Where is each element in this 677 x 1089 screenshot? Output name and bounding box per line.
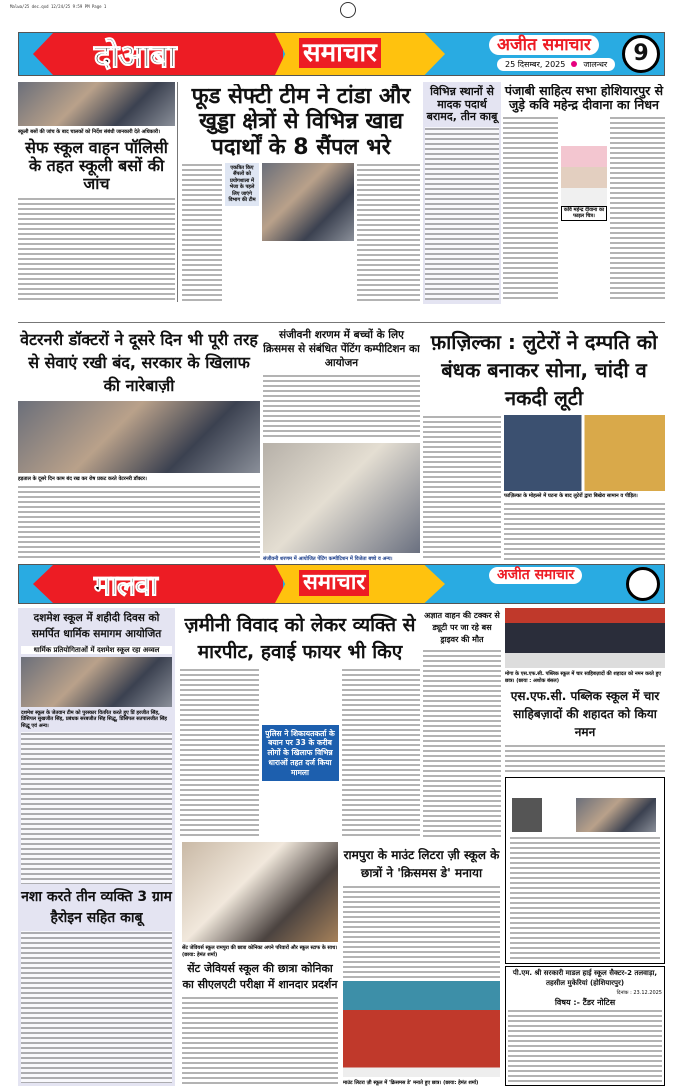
malwa-header [18,564,665,604]
obituary-ad [505,777,665,964]
fazilka-article [423,328,665,560]
section-title: दोआबा [94,37,176,75]
poet-article [503,84,665,302]
food-safety-article [182,84,420,302]
notice-body [508,1009,662,1083]
konika-article [182,842,338,1086]
sfc-article [505,608,665,964]
photo-caption: मोगा के एस.एफ.सी. पब्लिक स्कूल में चार साहिबज़ादों की शहादत को नमन करते हुए छात्र। [505,671,662,684]
photo-caption: फाज़िल्का के मोहल्ले में घटना के बाद लुटेरों द्वारा बिखेरा सामान व पीड़ित। [504,493,638,499]
article-body [18,197,175,302]
headline: पंजाबी साहित्य सभा होशियारपुर से जुड़े कवि महेन्द्र दीवाना का निधन [504,84,664,113]
school-bus-article [18,82,175,302]
article-body [610,116,665,302]
christmas-photo [343,981,500,1077]
photo-caption: दशमेश स्कूल के जेतवान टीम को पुरस्कार वितरित करते हुए प्रिं हरजीत सिंह, प्रिंसिपल सुखजीत सिंह, प्रबंधक सरबजीत सिंह सिद्धू, प्रिंसिपल सतपालजीत सिंह सिद्धू एवं अन्य। [21,709,167,729]
obituary-photo [512,798,542,832]
photo-caption: सेंट जेवियर्स स्कूल रामपुरा की छात्रा कोनिका अपने परिवारों और स्कूल स्टाफ के साथ। [182,945,338,951]
photo-credit: (छाया: हेमंत शर्मा) [182,951,218,958]
headline: अज्ञात वाहन की टक्कर से ड्यूटी पर जा रहे बस ड्राइवर की मौत [424,611,500,644]
photo-caption: कवि महेन्द्र दीवाना का फाइल चित्र। [561,206,607,221]
section-title: मालवा [94,569,157,602]
headline: सेंट जेवियर्स स्कूल की छात्रा कोनिका का सीएलएटी परीक्षा में शानदार प्रदर्शन [182,962,338,991]
poet-photo [561,146,607,206]
poet-photo-block [561,146,607,302]
land-dispute-article [180,612,420,838]
headline: वेटरनरी डॉक्टरों ने दूसरे दिन भी पूरी तरह से सेवाएं रखी बंद, सरकार के खिलाफ की नारेबाज़ी [20,330,258,396]
vets-protest-photo [18,401,260,473]
section-subtitle: समाचार [299,570,369,596]
dashmesh-photo [21,657,172,707]
photo-caption: हड़ताल के दूसरे दिन काम बंद रख कर रोष प्रकट करते वेटरनरी डॉक्टर। [18,475,147,482]
headline: फ़ाज़िल्का : लुटेरों ने दम्पति को बंधक बनाकर सोना, चांदी व नकदी लूटी [430,330,658,410]
photo-caption: माउंट लिटरा ज़ी स्कूल में 'क्रिसमस डे' मनाते हुए छात्र। [343,1079,442,1086]
accident-article [423,610,501,838]
photo-caption: स्कूली बसों की जांच के बाद चालकों को निर्देश संबंधी जानकारी देते अधिकारी। [18,129,161,135]
sidebar-box [423,82,501,304]
brand-name: अजीत समाचार [489,567,582,584]
headline: दशमेश स्कूल में शहीदी दिवस को समर्पित धार्मिक समागम आयोजित [31,612,162,640]
konika-photo [182,842,338,942]
article-body [18,485,260,560]
notice-subject: विषय :- टैंडर नोटिस [554,997,616,1007]
headline: फूड सेफ्टी टीम ने टांडा और खुड्डा क्षेत्रों से विभिन्न खाद्य पदार्थों के 8 सैंपल भरे [191,84,411,160]
page-number: 9 [622,35,660,73]
brand-name: अजीत समाचार [489,35,599,55]
robbery-photo [504,415,665,491]
article-body [21,931,172,1083]
obituary-text [510,836,660,959]
food-samples-photo [262,163,354,241]
headline: ज़मीनी विवाद को लेकर व्यक्ति से मारपीट, हवाई फायर भी किए [184,614,416,663]
school-bus-photo [18,82,175,126]
highlight-box: पुलिस ने शिकायतकर्ता के बयान पर 33 के करीब लोगों के खिलाफ विभिन्न धाराओं तहत दर्ज किया मामला [262,725,339,782]
article-body [425,127,499,300]
article-body [357,163,420,302]
highlight-box: एकत्रित किए सैंपलों को प्रयोगशाला में भेजा के पहले लिए जाएंगे विभाग की टीम [225,163,259,206]
photo-credit: (छाया: हेमंत शर्मा) [443,1079,479,1086]
article-body [182,996,338,1086]
photo-caption: संजीवनी शरणम में आयोजित पेंटिंग कम्पीटिशन में विजेता बच्चे व अन्य। [263,555,393,562]
article-body [503,116,558,302]
doaba-header [18,32,665,76]
headline: एस.एफ.सी. पब्लिक स्कूल में चार साहिबज़ादों की शहादत को किया नमन [510,689,660,739]
date: 25 दिसम्बर, 2025 [505,60,566,69]
painting-article [263,328,420,562]
article-body [504,502,665,561]
article-body [423,415,501,560]
city: जालन्धर [583,60,608,69]
subheadline: धार्मिक प्रतियोगिताओं में दशमेश स्कूल रहा अव्वल [21,646,172,654]
headline: नशा करते तीन व्यक्ति 3 ग्राम हैरोइन सहित काबू [21,889,172,926]
print-slug: Malwa/25 dec.qxd 12/24/25 9:59 PM Page 1 [10,4,107,9]
headline: रामपुरा के माउंट लिटरा ज़ी स्कूल के छात्रों ने 'क्रिसमस डे' मनाया [343,848,500,880]
notice-date: दिनांक : 23.12.2025 [616,989,662,996]
obituary-photo [576,798,656,832]
photo-credit: (छाया : अशोक बंसल) [516,677,559,684]
dateline [497,58,615,71]
left-column-box [18,608,175,1086]
article-body [21,732,172,884]
notice-title: पी.एम. श्री सरकारी माडल हाई स्कूल सैक्टर-2 तलवाड़ा, तहसील मुकेरियां (होशियारपुर) [512,969,658,987]
article-body [263,374,420,440]
article-body [505,744,665,774]
registration-mark-icon [340,2,356,18]
article-body [423,649,501,838]
painting-photo [263,443,420,553]
headline: सेफ स्कूल वाहन पॉलिसी के तहत स्कूली बसों की जांच [25,137,168,194]
litera-article [343,846,500,1086]
sfc-school-photo [505,608,665,668]
dot-icon [571,61,577,67]
page-number-circle [626,567,660,601]
vets-article [18,328,260,560]
article-body [180,668,259,838]
section-subtitle: समाचार [299,38,381,68]
article-body [342,668,421,838]
article-body [343,885,500,978]
article-body [182,163,222,302]
tender-notice [505,966,665,1086]
headline: संजीवनी शरणम में बच्चों के लिए क्रिसमस से संबंधित पेंटिंग कम्पीटिशन का आयोजन [263,329,420,370]
headline: विभिन्न स्थानों से मादक पदार्थ बरामद, तीन काबू [426,85,498,124]
